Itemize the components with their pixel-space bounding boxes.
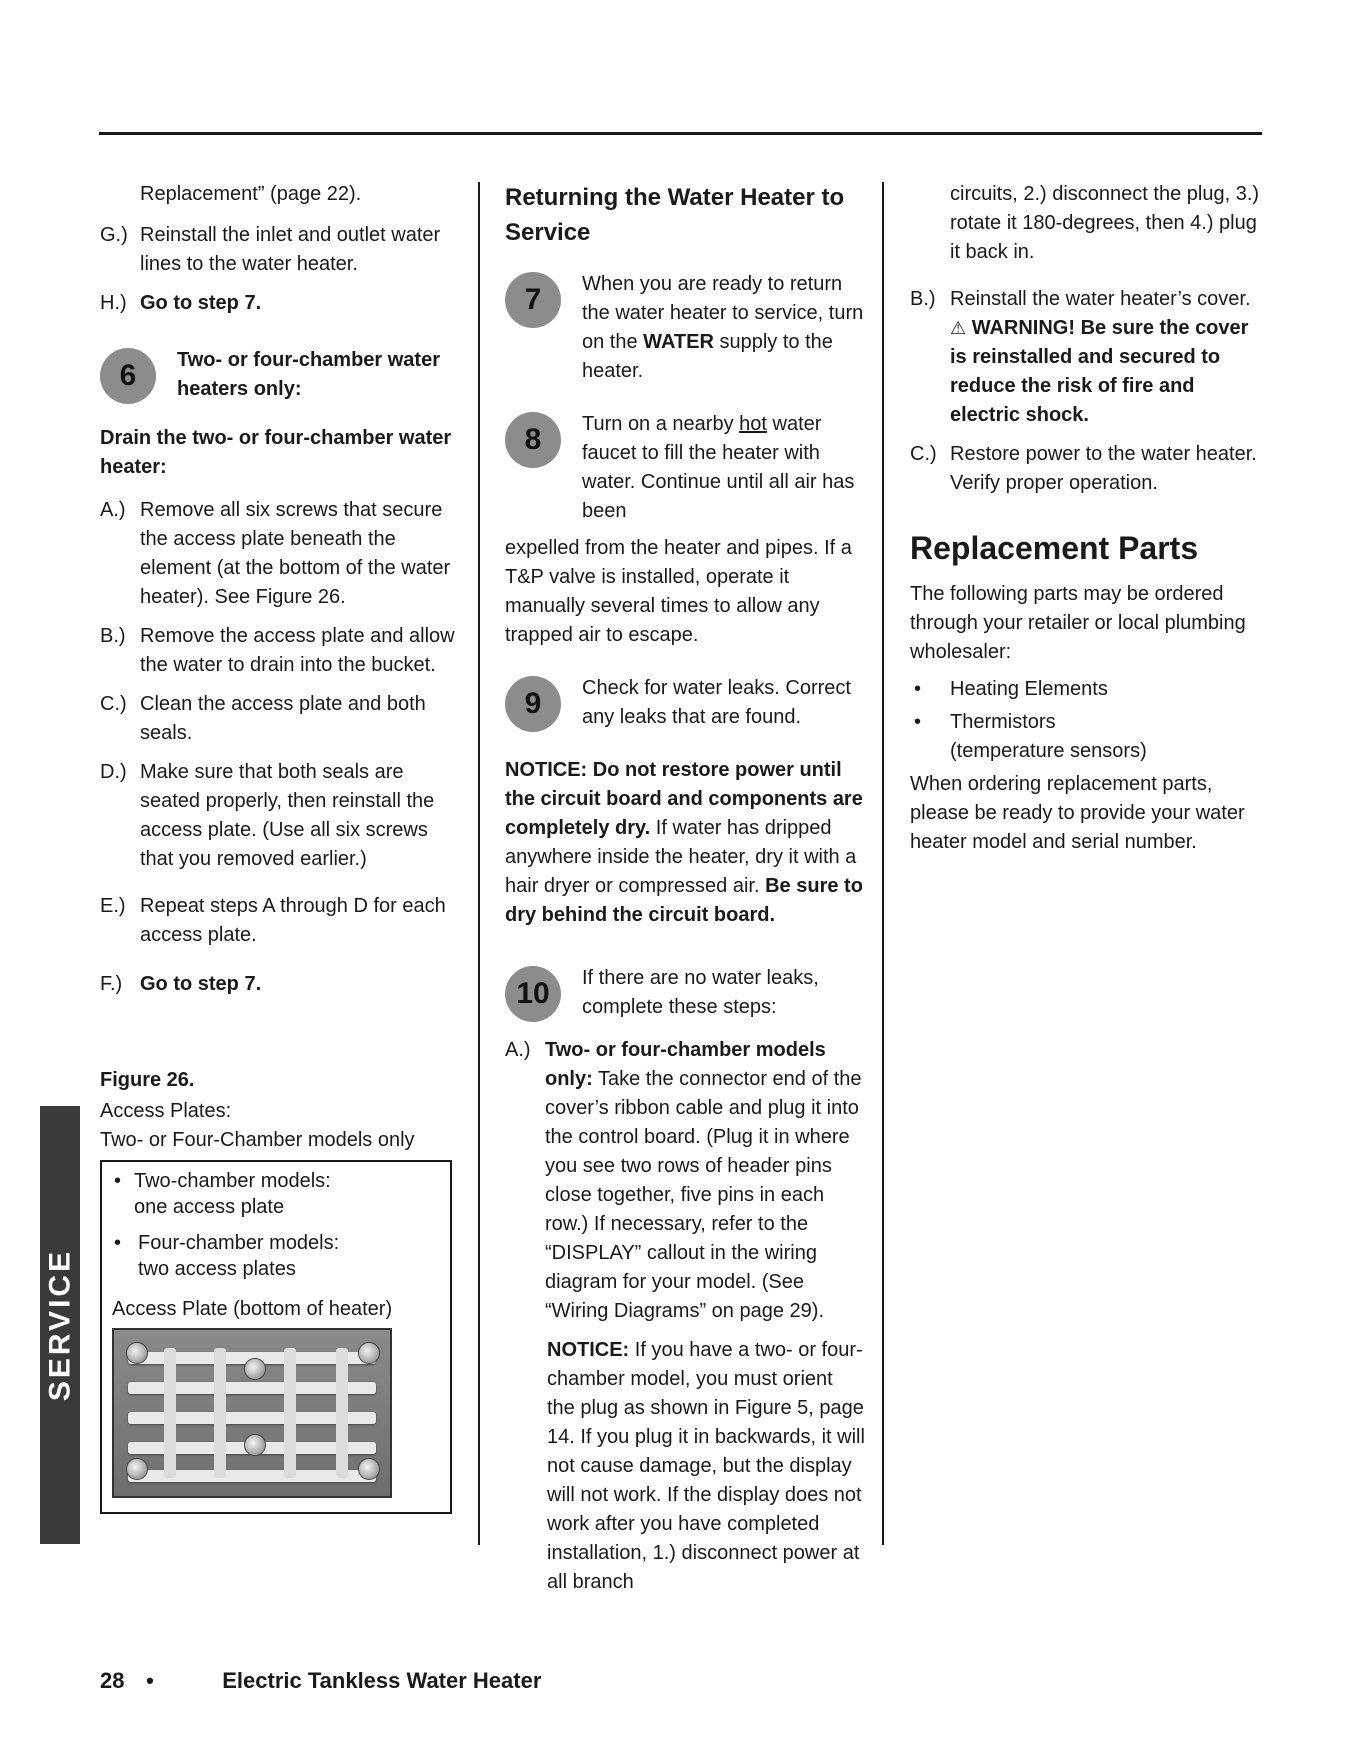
section-side-tab	[40, 1106, 80, 1544]
bullet-dot: •	[914, 711, 922, 733]
item-text: Clean the access plate and both seals.	[140, 693, 426, 744]
step-number-badge: 7	[505, 272, 561, 328]
page-footer	[100, 1666, 541, 1695]
parts-intro: The following parts may be ordered through your retailer or local plumbing wholesaler:	[910, 583, 1246, 663]
item-text: Go to step 7.	[140, 292, 262, 314]
section-heading: Returning the Water Heater to Service	[505, 184, 845, 246]
plate-rib	[284, 1348, 296, 1478]
notice-text: If you have a two- or four-chamber model, you must orient the plug as shown in Figure 5, page 14. If you plug it in backwards, it will not cause damage, but the display will not work. If the display does not work after you have completed installation, 1.) disconnect power at all branch	[547, 1339, 865, 1593]
step-number-badge: 6	[100, 348, 156, 404]
figure-subtitle: Access Plates:	[100, 1100, 232, 1122]
item-label: D.)	[100, 761, 127, 783]
ordering-text: When ordering replacement parts, please be ready to provide your water heater model and serial number.	[910, 773, 1245, 853]
step-text-part: supply to the heater.	[582, 331, 833, 382]
step-9	[505, 674, 865, 732]
item-label: B.)	[100, 625, 126, 647]
figure-26-box	[100, 1160, 452, 1514]
step-10-item-c	[910, 440, 1265, 498]
plate-label: Access Plate (bottom of heater)	[112, 1298, 393, 1320]
step-item-g	[100, 221, 460, 279]
step-text	[505, 410, 865, 526]
step-item-b	[100, 622, 460, 680]
item-text: Remove the access plate and allow the water to drain into the bucket.	[140, 625, 455, 676]
parts-list-item	[910, 708, 1265, 766]
part-name: Heating Elements	[950, 678, 1108, 700]
step-number-badge: 8	[505, 412, 561, 468]
step-number-badge: 10	[505, 966, 561, 1022]
item-label: E.)	[100, 895, 126, 917]
item-label: A.)	[100, 499, 126, 521]
access-plate-photo	[112, 1328, 392, 1498]
item-label: C.)	[910, 443, 937, 465]
notice-bold: NOTICE: Do not restore power until the circuit board and components are completely dry.	[505, 759, 863, 839]
step-item-h	[100, 289, 460, 318]
step-text-part: When you are ready to return the water heater to service, turn on the	[582, 273, 864, 353]
item-label: G.)	[100, 224, 128, 246]
item-label: H.)	[100, 292, 127, 314]
step-item-d	[100, 758, 460, 874]
warning-text	[950, 314, 1265, 430]
warning-message: WARNING! Be sure the cover is reinstalled and secured to reduce the risk of fire and electric shock.	[950, 317, 1249, 426]
item-text: Repeat steps A through D for each access plate.	[140, 895, 446, 946]
step-item-f	[100, 970, 460, 999]
bullet-text: two access plates	[138, 1258, 296, 1280]
figure-title: Figure 26.	[100, 1069, 195, 1091]
step-item-e	[100, 892, 460, 950]
side-tab-label: SERVICE	[43, 1248, 77, 1402]
bullet-text: one access plate	[134, 1196, 285, 1218]
page-number: 28	[100, 1668, 125, 1693]
step-8	[505, 410, 865, 526]
step-text-part: water faucet to fill the heater with water. Continue until all air has been	[582, 413, 855, 522]
footer-bullet: •	[146, 1668, 154, 1693]
footer-title: Electric Tankless Water Heater	[222, 1668, 542, 1693]
item-label: A.)	[505, 1039, 531, 1061]
plate-rib	[164, 1348, 176, 1478]
notice-bold: Be sure to dry behind the circuit board.	[505, 875, 863, 926]
part-name: Thermistors	[950, 711, 1056, 733]
step-10-item-b	[910, 285, 1265, 430]
notice-bold: NOTICE:	[547, 1339, 630, 1361]
step-text-underline: hot	[739, 413, 767, 435]
sub-notice	[505, 1336, 865, 1597]
step-text	[505, 270, 865, 386]
continued-text: Replacement” (page 22).	[140, 183, 362, 205]
item-text: Restore power to the water heater. Verify proper operation.	[950, 443, 1257, 494]
warning-icon: ⚠	[950, 318, 967, 338]
screw-icon	[358, 1458, 380, 1480]
screw-icon	[244, 1434, 266, 1456]
column-left	[100, 180, 460, 1009]
column-middle	[505, 180, 865, 1597]
bullet-dot: •	[914, 678, 922, 700]
step-text-bold: WATER	[643, 331, 714, 353]
bullet-text: Four-chamber models:	[138, 1232, 340, 1254]
item-text: Reinstall the water heater’s cover.	[950, 288, 1251, 310]
plate-rib	[336, 1348, 348, 1478]
top-rule	[99, 132, 1262, 135]
notice-text: If water has dripped anywhere inside the heater, dry it with a hair dryer or compressed air.	[505, 817, 857, 897]
step-number-badge: 9	[505, 676, 561, 732]
figure-bullet	[112, 1230, 440, 1282]
item-label: B.)	[910, 288, 936, 310]
bullet-dot: •	[114, 1232, 122, 1254]
item-text: Reinstall the inlet and outlet water lines to the water heater.	[140, 224, 441, 275]
plate-rib	[214, 1348, 226, 1478]
step-10	[505, 964, 865, 1022]
notice-block	[505, 756, 865, 930]
step-item-c	[100, 690, 460, 748]
step-text: If there are no water leaks, complete these steps:	[582, 967, 819, 1018]
column-divider	[882, 182, 884, 1545]
bullet-text: Two-chamber models:	[134, 1170, 331, 1192]
continued-text: circuits, 2.) disconnect the plug, 3.) rotate it 180-degrees, then 4.) plug it back in.	[950, 183, 1260, 263]
column-divider	[478, 182, 480, 1545]
figure-caption	[100, 1066, 460, 1155]
item-text: Take the connector end of the cover’s ribbon cable and plug it into the control board. (Plug it in where you see two rows of header pins close together, five pins in each row.) If necessary, refer to the “DISPLAY” callout in the wiring diagram for your model. (See “Wiring Diagrams” on page 29).	[545, 1068, 862, 1322]
step-item-a	[100, 496, 460, 612]
item-bold: Two- or four-chamber models only:	[545, 1039, 826, 1090]
figure-subtitle: Two- or Four-Chamber models only	[100, 1129, 415, 1151]
part-name-detail: (temperature sensors)	[950, 740, 1147, 762]
item-text: Remove all six screws that secure the access plate beneath the element (at the bottom of the water heater). See Figure 26.	[140, 499, 451, 608]
item-label: C.)	[100, 693, 127, 715]
step-7	[505, 270, 865, 386]
bullet-dot: •	[114, 1170, 122, 1192]
screw-icon	[244, 1358, 266, 1380]
section-heading: Drain the two- or four-chamber water heater:	[100, 427, 452, 478]
item-label: F.)	[100, 973, 123, 995]
step-10-item-a	[505, 1036, 865, 1326]
parts-list-item	[910, 675, 1265, 704]
figure-bullet	[112, 1168, 440, 1220]
item-text: Make sure that both seals are seated properly, then reinstall the access plate. (Use all six screws that you removed earlier.)	[140, 761, 435, 870]
step-8-body: expelled from the heater and pipes. If a T&P valve is installed, operate it manually several times to allow any trapped air to escape.	[505, 537, 852, 646]
step-text-part: Turn on a nearby	[582, 413, 734, 435]
screw-icon	[126, 1458, 148, 1480]
column-right	[910, 180, 1265, 857]
screw-icon	[126, 1342, 148, 1364]
step-6	[100, 346, 460, 404]
step-title: Two- or four-chamber water heaters only:	[177, 349, 440, 400]
step-text: Check for water leaks. Correct any leaks that are found.	[582, 677, 851, 728]
item-text: Go to step 7.	[140, 973, 262, 995]
section-heading: Replacement Parts	[910, 530, 1199, 566]
screw-icon	[358, 1342, 380, 1364]
